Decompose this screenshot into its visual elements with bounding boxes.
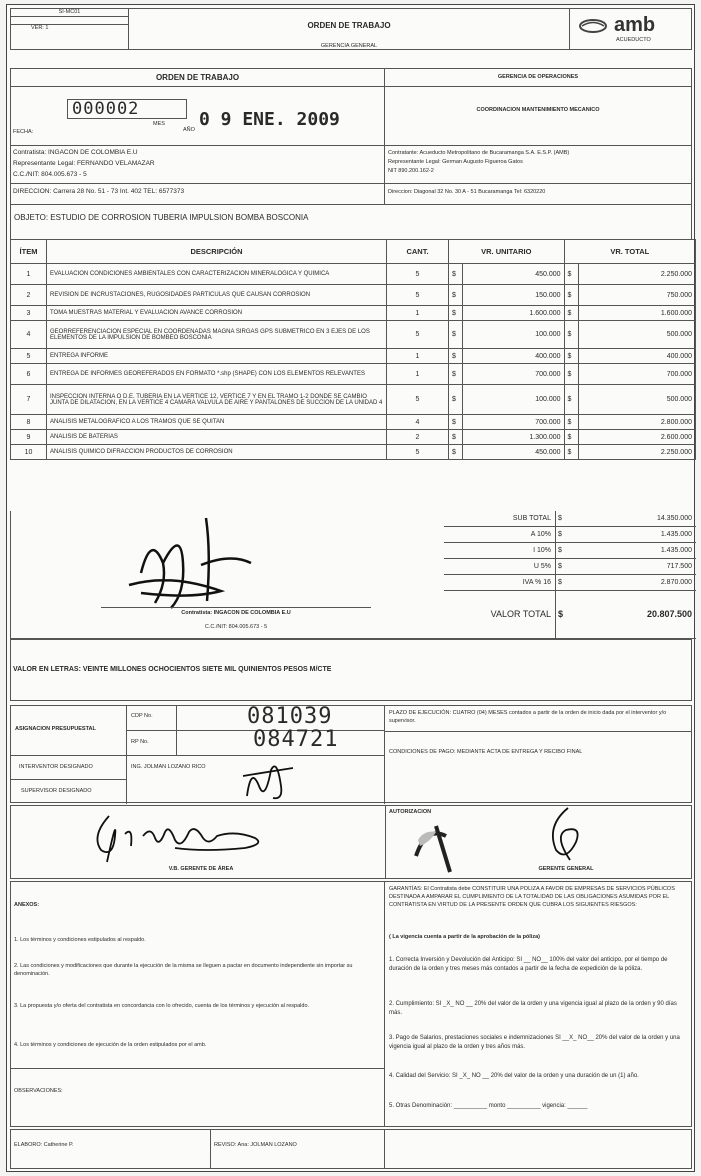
contractor-signature-nit: C.C./NIT: 804.005.673 - 5 <box>204 624 268 630</box>
unit-currency-cell: $ <box>449 349 463 364</box>
total-row <box>444 591 696 639</box>
logo-swoosh-icon <box>578 17 608 35</box>
table-row <box>11 415 696 430</box>
totals-currency: $ <box>558 547 562 554</box>
col-unit-price: VR. UNITARIO <box>449 240 565 264</box>
col-quantity: CANT. <box>387 240 449 264</box>
quantity-cell: 2 <box>387 430 449 445</box>
owner-name: Contratante: Acueducto Metropolitano de Bucaramanga S.A. E.S.P. (AMB) <box>388 150 570 156</box>
unit-currency-cell: $ <box>449 321 463 349</box>
anexo-1: 1. Los términos y condiciones estipulados al respaldo. <box>14 937 146 943</box>
item-cell: 10 <box>11 445 47 460</box>
coordination-label: COORDINACION MANTENIMIENTO MECANICO <box>476 107 600 113</box>
description-cell: EVALUACION CONDICIONES AMBIENTALES CON CARACTERIZACION MINERALOGICA Y QUIMICA <box>47 264 387 285</box>
objeto-row <box>10 205 692 239</box>
unit-price-cell: 100.000 <box>463 321 565 349</box>
form-code-box <box>11 9 129 49</box>
form-code: SI-MC01 <box>11 9 128 17</box>
totals-value: 1.435.000 <box>660 547 692 554</box>
contractor-address: DIRECCION: Carrera 28 No. 51 - 73 Int. 402 TEL: 6577373 <box>13 188 185 195</box>
condiciones-pago: CONDICIONES DE PAGO: MEDIANTE ACTA DE ENTREGA Y RECIBO FINAL <box>389 749 583 755</box>
contractor-signature-name: Contratista: INGACON DE COLOMBIA E.U <box>181 610 291 616</box>
totals-label: A 10% <box>444 527 556 542</box>
garantia-2: 2. Cumplimiento: SI _X_ NO __ 20% del valor de la orden y una vigencia igual al plazo de la orden y 90 días más. <box>389 1001 677 1016</box>
total-cell: 500.000 <box>578 385 695 415</box>
objeto-text: OBJETO: ESTUDIO DE CORROSION TUBERIA IMPULSION BOMBA BOSCONIA <box>14 213 309 222</box>
valor-total-label: VALOR TOTAL <box>444 591 556 638</box>
plazo-text: PLAZO DE EJECUCIÓN: CUATRO (04) MESES contados a partir de la orden de inicio dada por el interventor y/o supervisor. <box>389 710 667 724</box>
vb-label: V.B. GERENTE DE ÁREA <box>168 866 234 872</box>
anexo-3: 3. La propuesta y/o oferta del contratista en concordancia con lo ofrecido, cuenta de los términos y ejecución al respaldo. <box>14 1003 310 1009</box>
garantia-3: 3. Pago de Salarios, prestaciones sociales e indemnizaciones SI __X_ NO__ 20% del valor de la orden y una vigencia igual al plazo de la orden y tres años más. <box>389 1035 680 1050</box>
ano-label: AÑO <box>183 127 195 133</box>
total-cell: 500.000 <box>578 321 695 349</box>
gerente-signature <box>536 806 596 866</box>
interventor-signature <box>237 756 297 804</box>
anexo-2: 2. Las condiciones y modificaciones que durante la ejecución de la misma se lleguen a pactar en documento independiente sin importar su denominación. <box>14 963 353 977</box>
total-currency-cell: $ <box>564 349 578 364</box>
logo-text: amb <box>614 14 656 36</box>
asignacion-cell <box>11 706 127 756</box>
vb-signature <box>85 806 285 866</box>
interventor-value: ING. JOLMAN LOZANO RICO <box>131 764 206 770</box>
unit-currency-cell: $ <box>449 364 463 385</box>
total-cell: 700.000 <box>578 364 695 385</box>
items-table <box>10 239 696 460</box>
totals-label: I 10% <box>444 543 556 558</box>
col-description: DESCRIPCIÓN <box>47 240 387 264</box>
unit-price-cell: 400.000 <box>463 349 565 364</box>
description-cell: ANALISIS QUIMICO DIFRACCION PRODUCTOS DE CORROSION <box>47 445 387 460</box>
item-cell: 9 <box>11 430 47 445</box>
amount-words-row <box>10 639 692 701</box>
fecha-label: FECHA: <box>13 129 34 135</box>
quantity-cell: 1 <box>387 364 449 385</box>
total-cell: 1.600.000 <box>578 306 695 321</box>
totals-label: SUB TOTAL <box>444 511 556 526</box>
item-cell: 1 <box>11 264 47 285</box>
observaciones-label: OBSERVACIONES: <box>14 1088 63 1094</box>
table-row <box>11 385 696 415</box>
description-cell: ANALISIS METALOGRAFICO A LOS TRAMOS QUE SE QUITAN <box>47 415 387 430</box>
unit-currency-cell: $ <box>449 306 463 321</box>
totals-currency: $ <box>558 579 562 586</box>
unit-price-cell: 450.000 <box>463 264 565 285</box>
supervisor-label: SUPERVISOR DESIGNADO <box>21 788 92 794</box>
table-row <box>11 321 696 349</box>
amount-words: VALOR EN LETRAS: VEINTE MILLONES OCHOCIENTOS SIETE MIL QUINIENTOS PESOS M/CTE <box>13 666 332 673</box>
contractor-name: Contratista: INGACON DE COLOMBIA E.U <box>13 149 138 156</box>
totals-row <box>444 543 696 559</box>
interventor-label: INTERVENTOR DESIGNADO <box>19 764 93 770</box>
total-cell: 750.000 <box>578 285 695 306</box>
quantity-cell: 1 <box>387 349 449 364</box>
contractor-owner-block <box>385 69 691 204</box>
unit-currency-cell: $ <box>449 264 463 285</box>
quantity-cell: 1 <box>387 306 449 321</box>
item-cell: 8 <box>11 415 47 430</box>
total-currency-cell: $ <box>564 445 578 460</box>
quantity-cell: 5 <box>387 285 449 306</box>
signatures-section <box>10 805 692 879</box>
total-currency-cell: $ <box>564 364 578 385</box>
description-cell: ENTREGA INFORME <box>47 349 387 364</box>
contractor-signature <box>111 513 261 613</box>
garantia-4: 4. Calidad del Servicio: SI _X_ NO __ 20% del valor de la orden y una duración de un (1) año. <box>389 1073 639 1079</box>
item-cell: 6 <box>11 364 47 385</box>
table-row <box>11 264 696 285</box>
garantia-1: 1. Correcta Inversión y Devolución del Anticipo: SI __ NO__ 100% del valor del anticipo, por el tiempo de duración de la orden y tres meses más contados a partir de la fecha de expedición de la póliza. <box>389 957 668 972</box>
footer <box>10 1129 692 1169</box>
totals-row <box>444 511 696 527</box>
unit-currency-cell: $ <box>449 415 463 430</box>
total-currency-cell: $ <box>564 285 578 306</box>
total-cell: 2.800.000 <box>578 415 695 430</box>
table-row <box>11 349 696 364</box>
item-cell: 4 <box>11 321 47 349</box>
work-order-document <box>6 4 695 1172</box>
totals-label: IVA % 16 <box>444 575 556 590</box>
table-row <box>11 364 696 385</box>
company-logo <box>569 9 693 49</box>
description-cell: REVISION DE INCRUSTACIONES, RUGOSIDADES PARTICULAS QUE CAUSAN CORROSION <box>47 285 387 306</box>
form-version: VER: 1 <box>31 25 49 31</box>
totals-label: U 5% <box>444 559 556 574</box>
unit-price-cell: 450.000 <box>463 445 565 460</box>
left-heading: ORDEN DE TRABAJO <box>11 69 384 87</box>
gerente-label: GERENTE GENERAL <box>538 866 594 872</box>
total-cell: 400.000 <box>578 349 695 364</box>
totals-value: 14.350.000 <box>656 515 692 522</box>
col-item: ÍTEM <box>11 240 47 264</box>
description-cell: ENTREGA DE INFORMES GEOREFERADOS EN FORMATO *.shp (SHAPE) CON LOS ELEMENTOS RELEVANTES <box>47 364 387 385</box>
anexo-4: 4. Los términos y condiciones de ejecución de la orden estipulados por el amb. <box>14 1042 207 1048</box>
owner-nit: NIT 890.200.162-2 <box>388 168 434 174</box>
totals-currency: $ <box>558 515 562 522</box>
total-currency-cell: $ <box>564 430 578 445</box>
total-cell: 2.250.000 <box>578 264 695 285</box>
order-date: 0 9 ENE. 2009 <box>199 109 340 130</box>
total-cell: 2.600.000 <box>578 430 695 445</box>
item-cell: 2 <box>11 285 47 306</box>
authorization-stamp <box>406 816 466 876</box>
unit-price-cell: 700.000 <box>463 415 565 430</box>
total-currency-cell: $ <box>564 306 578 321</box>
unit-price-cell: 150.000 <box>463 285 565 306</box>
table-row <box>11 285 696 306</box>
totals-block <box>444 511 696 639</box>
table-row <box>11 445 696 460</box>
parties-section <box>10 68 692 205</box>
quantity-cell: 4 <box>387 415 449 430</box>
unit-currency-cell: $ <box>449 445 463 460</box>
order-number: 000002 <box>67 99 187 119</box>
total-cell: 2.250.000 <box>578 445 695 460</box>
reviso: REVISO: Ana: JOLMAN LOZANO <box>214 1142 297 1148</box>
garantias-block <box>387 882 691 1126</box>
autorizacion-label: AUTORIZACION <box>389 809 432 815</box>
total-currency-cell: $ <box>564 415 578 430</box>
rp-value: 084721 <box>253 727 339 752</box>
table-header-row <box>11 240 696 264</box>
description-cell: ANALISIS DE BATERIAS <box>47 430 387 445</box>
owner-address: Direccion: Diagonal 32 No. 30 A - 51 Bucaramanga Tel: 6320220 <box>388 189 546 195</box>
rp-label: RP No. <box>131 739 149 745</box>
document-header <box>10 8 692 50</box>
description-cell: TOMA MUESTRAS MATERIAL Y EVALUACION AVANCE CORROSION <box>47 306 387 321</box>
total-currency-cell: $ <box>564 321 578 349</box>
unit-currency-cell: $ <box>449 430 463 445</box>
owner-representative: Representante Legal: German Augusto Figueroa Gatos <box>388 159 523 165</box>
totals-currency: $ <box>558 563 562 570</box>
unit-price-cell: 700.000 <box>463 364 565 385</box>
valor-total-currency: $ <box>558 609 564 619</box>
logo-subtext: ACUEDUCTO <box>616 37 651 43</box>
mes-label: MES <box>153 121 165 127</box>
unit-price-cell: 1.600.000 <box>463 306 565 321</box>
anexos-label: ANEXOS: <box>14 902 40 908</box>
asignacion-label: ASIGNACION PRESUPUESTAL <box>15 726 96 732</box>
anexos-block <box>11 882 385 1126</box>
right-heading: GERENCIA DE OPERACIONES <box>385 69 691 87</box>
header-title: ORDEN DE TRABAJO <box>307 21 391 30</box>
garantia-5: 5. Otras Denominación: __________ monto __________ vigencia: ______ <box>389 1103 588 1109</box>
annexes-section <box>10 881 692 1127</box>
vigencia-note: ( La vigencia cuenta a partir de la aprobación de la póliza) <box>389 934 540 940</box>
totals-row <box>444 575 696 591</box>
elaboro: ELABORO: Catherine P. <box>14 1142 74 1148</box>
total-currency-cell: $ <box>564 385 578 415</box>
quantity-cell: 5 <box>387 385 449 415</box>
description-cell: GEORREFERENCIACION ESPECIAL EN COORDENADAS MAGNA SIRGAS GPS SUBMETRICO EN 3 EJES DE LOS ELEMENTOS DE LA IMPULSION DE BOMBEO BOSCONIA <box>47 321 387 349</box>
valor-total-value: 20.807.500 <box>646 609 692 619</box>
total-currency-cell: $ <box>564 264 578 285</box>
contractor-nit: C.C./NIT: 804.005.673 - 5 <box>13 171 87 178</box>
garantias-text: GARANTÍAS: El Contratista debe CONSTITUIR UNA POLIZA A FAVOR DE EMPRESAS DE SERVICIOS PÚBLICOS DESTINADA A AMPARAR EL CUMPLIMIENTO DE LA TOTALIDAD DE LAS OBLIGACIONES ASUMIDAS POR EL CONTRATISTA EN VIRTUD DE LA PRESENTE ORDEN QUE CUBRA LOS SIGUIENTES RIESGOS: <box>389 886 675 908</box>
form-code-2 <box>11 17 128 25</box>
budget-section <box>10 705 692 803</box>
contractor-block <box>11 69 385 204</box>
totals-value: 2.870.000 <box>660 579 692 586</box>
totals-value: 1.435.000 <box>660 531 692 538</box>
quantity-cell: 5 <box>387 264 449 285</box>
totals-currency: $ <box>558 531 562 538</box>
unit-price-cell: 100.000 <box>463 385 565 415</box>
totals-row <box>444 559 696 575</box>
header-subtitle: GERENCIA GENERAL <box>320 43 378 49</box>
item-cell: 5 <box>11 349 47 364</box>
cdp-label: CDP No. <box>131 713 153 719</box>
description-cell: INSPECCION INTERNA O D.E. TUBERIA EN LA VERTICE 12, VERTICE 7 Y EN EL TRAMO 1-2 DONDE SE CAMBIO JUNTA DE DILATACION, EN LA VERTICE 4 CAMARA VALVULA DE AIRE Y PANTALONES DE SUCCION DE LA UNIDAD 4 <box>47 385 387 415</box>
quantity-cell: 5 <box>387 321 449 349</box>
cdp-value: 081039 <box>247 704 333 729</box>
table-row <box>11 430 696 445</box>
totals-row <box>444 527 696 543</box>
totals-value: 717.500 <box>666 563 692 570</box>
quantity-cell: 5 <box>387 445 449 460</box>
contractor-representative: Representante Legal: FERNANDO VELAMAZAR <box>13 160 155 167</box>
item-cell: 7 <box>11 385 47 415</box>
unit-currency-cell: $ <box>449 285 463 306</box>
col-total: VR. TOTAL <box>564 240 695 264</box>
unit-currency-cell: $ <box>449 385 463 415</box>
contractor-signature-box <box>10 511 444 639</box>
unit-price-cell: 1.300.000 <box>463 430 565 445</box>
table-row <box>11 306 696 321</box>
item-cell: 3 <box>11 306 47 321</box>
